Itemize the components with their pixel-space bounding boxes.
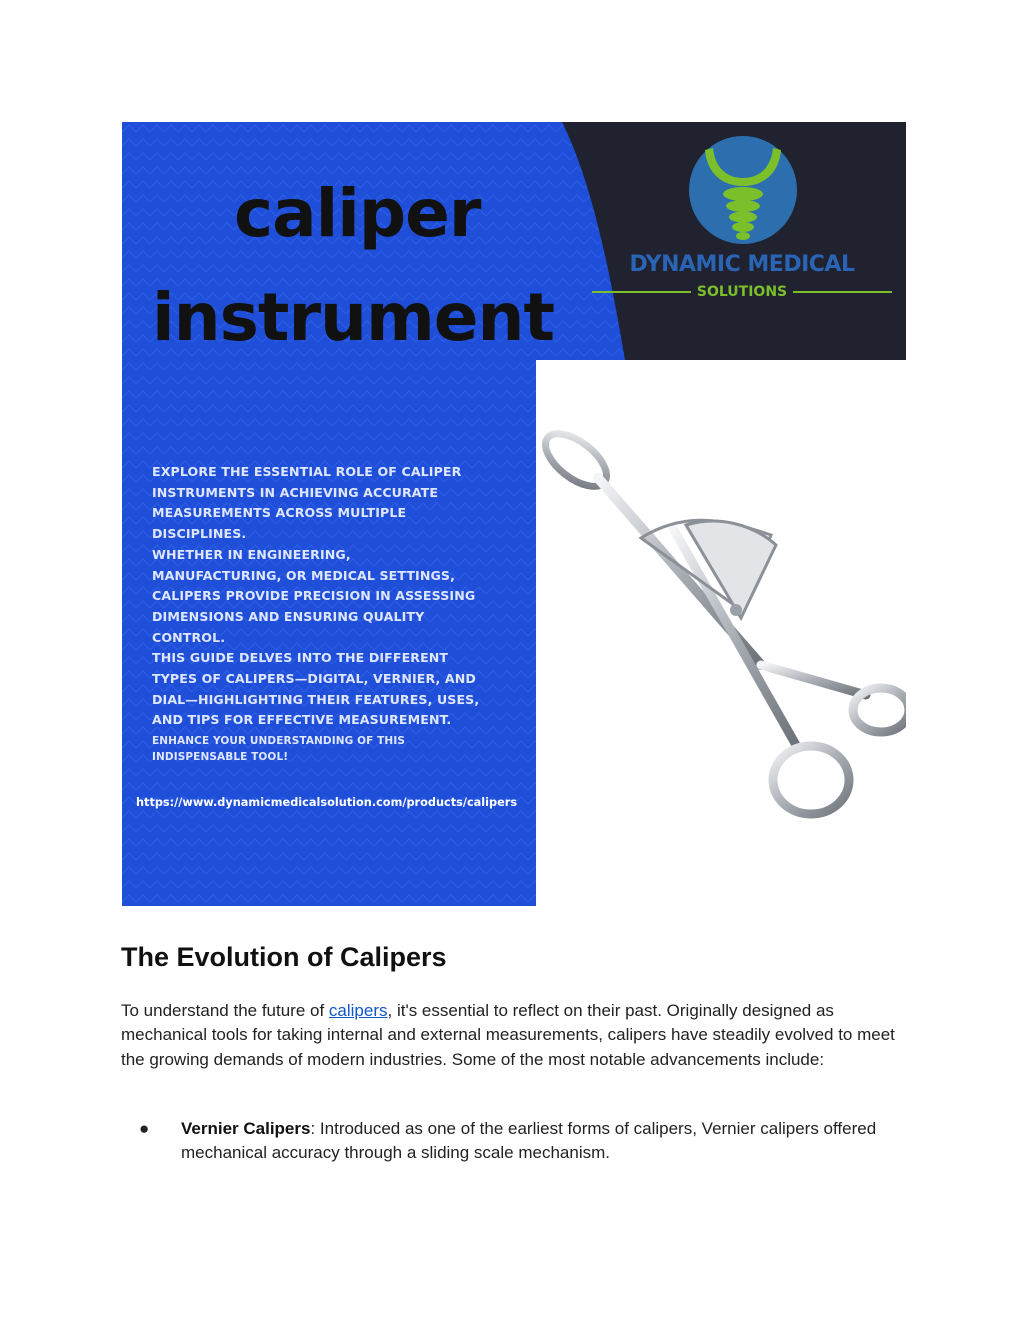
blurb-line: TYPES OF CALIPERS—DIGITAL, VERNIER, AND <box>152 671 476 687</box>
list-item-text: : Introduced as one of the earliest forms of calipers, Vernier calipers offered mechanical accuracy through a sliding scale mechanism. <box>181 1119 877 1163</box>
blurb-line: EXPLORE THE ESSENTIAL ROLE OF CALIPER <box>152 464 462 479</box>
list-item-term: Vernier Calipers <box>181 1119 311 1138</box>
list-item <box>121 1117 906 1166</box>
blurb-line: DISCIPLINES. <box>152 526 247 542</box>
company-logo <box>592 134 892 304</box>
section-heading: The Evolution of Calipers <box>121 942 447 972</box>
banner-title-line2: instrument <box>152 279 555 356</box>
calipers-link[interactable]: calipers <box>328 1001 388 1020</box>
banner-url: https://www.dynamicmedicalsolution.com/products/calipers <box>136 796 518 809</box>
logo-name: DYNAMIC MEDICAL <box>629 252 855 277</box>
blurb-small-line: INDISPENSABLE TOOL! <box>152 751 289 764</box>
banner-title-line1: caliper <box>234 175 481 252</box>
spine-logo-icon <box>687 134 799 246</box>
logo-subtitle-row <box>592 284 892 300</box>
blurb-line: CALIPERS PROVIDE PRECISION IN ASSESSING <box>152 588 476 604</box>
blurb-line: MANUFACTURING, OR MEDICAL SETTINGS, <box>152 567 455 583</box>
logo-rule-right <box>793 291 892 293</box>
banner-title <box>152 162 554 370</box>
para-text-before-link: To understand the future of <box>121 1001 329 1020</box>
banner-blurb <box>152 462 522 765</box>
blurb-line: DIAL—HIGHLIGHTING THEIR FEATURES, USES, <box>152 691 480 707</box>
blurb-line: THIS GUIDE DELVES INTO THE DIFFERENT <box>152 650 449 666</box>
blurb-line: CONTROL. <box>152 629 226 645</box>
logo-rule-left <box>592 291 691 293</box>
bullet-icon: ● <box>139 1119 150 1138</box>
blurb-line: AND TIPS FOR EFFECTIVE MEASUREMENT. <box>152 712 452 728</box>
blurb-line: WHETHER IN ENGINEERING, <box>152 546 351 562</box>
para-text-after-link: , it's essential to reflect on their past. Originally designed as mechanical tools for taking internal and external measurements, calipers have steadily evolved to meet the growing demands of modern industries. Some of the most notable advancements include: <box>121 1001 895 1069</box>
blurb-line: DIMENSIONS AND ENSURING QUALITY <box>152 608 425 624</box>
caliper-instrument-photo <box>536 360 906 906</box>
blurb-line: INSTRUMENTS IN ACHIEVING ACCURATE <box>152 484 439 500</box>
intro-paragraph <box>121 999 906 1072</box>
logo-subtitle: SOLUTIONS <box>696 284 788 300</box>
blurb-line: MEASUREMENTS ACROSS MULTIPLE <box>152 505 407 521</box>
banner-image <box>122 122 906 906</box>
blurb-small-line: ENHANCE YOUR UNDERSTANDING OF THIS <box>152 735 405 748</box>
advancements-list <box>121 1117 906 1166</box>
